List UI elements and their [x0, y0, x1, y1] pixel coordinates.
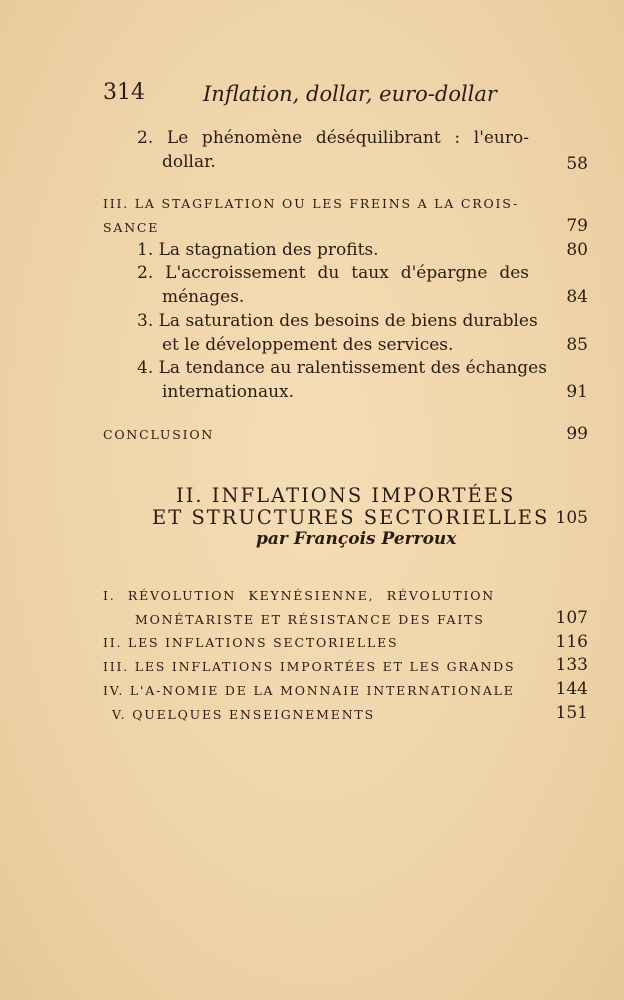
part2-s2-page: 116 — [555, 632, 588, 652]
toc-sub4-line1: 4. La tendance au ralentissement des échanges — [137, 358, 547, 378]
part2-s1-line1: I. RÉVOLUTION KEYNÉSIENNE, RÉVOLUTION — [103, 588, 495, 603]
toc-item-2-line1: 2. Le phénomène déséquilibrant : l'euro- — [137, 128, 529, 148]
toc-sub3-page: 85 — [566, 335, 588, 355]
part2-title-line1: II. INFLATIONS IMPORTÉES — [176, 484, 516, 507]
part2-s5: V. QUELQUES ENSEIGNEMENTS — [112, 707, 375, 722]
part2-s3-page: 133 — [555, 655, 588, 675]
toc-sub3-line2: et le développement des services. — [162, 335, 454, 355]
toc-sub2-line1: 2. L'accroissement du taux d'épargne des — [137, 263, 529, 283]
toc-conclusion: CONCLUSION — [103, 427, 215, 442]
part2-s4: IV. L'A-NOMIE DE LA MONNAIE INTERNATIONALE — [103, 683, 515, 698]
toc-sub1: 1. La stagnation des profits. — [137, 240, 379, 260]
part2-title-line2: ET STRUCTURES SECTORIELLES — [152, 506, 550, 529]
toc-sub1-page: 80 — [566, 240, 588, 260]
toc-sub4-page: 91 — [566, 382, 588, 402]
part2-s5-page: 151 — [555, 703, 588, 723]
part2-s4-page: 144 — [555, 679, 588, 699]
toc-sub3-line1: 3. La saturation des besoins de biens durables — [137, 311, 538, 331]
toc-item-2-line2: dollar. — [162, 152, 216, 172]
toc-section-3-line2: SANCE — [103, 220, 160, 235]
toc-conclusion-page: 99 — [566, 424, 588, 444]
toc-item-2-page: 58 — [566, 154, 588, 174]
part2-s3: III. LES INFLATIONS IMPORTÉES ET LES GRANDS — [103, 659, 516, 674]
toc-sub2-line2: ménages. — [162, 287, 245, 307]
toc-sub2-page: 84 — [566, 287, 588, 307]
part2-author: par François Perroux — [256, 529, 457, 549]
part2-s2: II. LES INFLATIONS SECTORIELLES — [103, 635, 399, 650]
toc-section-3-line1: III. LA STAGFLATION OU LES FREINS A LA CROIS- — [103, 196, 520, 211]
part2-title-page: 105 — [555, 508, 588, 528]
toc-sub4-line2: internationaux. — [162, 382, 295, 402]
part2-s1-line2: MONÉTARISTE ET RÉSISTANCE DES FAITS — [135, 612, 485, 627]
running-title: Inflation, dollar, euro-dollar — [203, 82, 497, 106]
part2-s1-page: 107 — [555, 608, 588, 628]
toc-section-3-page: 79 — [566, 216, 588, 236]
page-number: 314 — [103, 80, 145, 105]
